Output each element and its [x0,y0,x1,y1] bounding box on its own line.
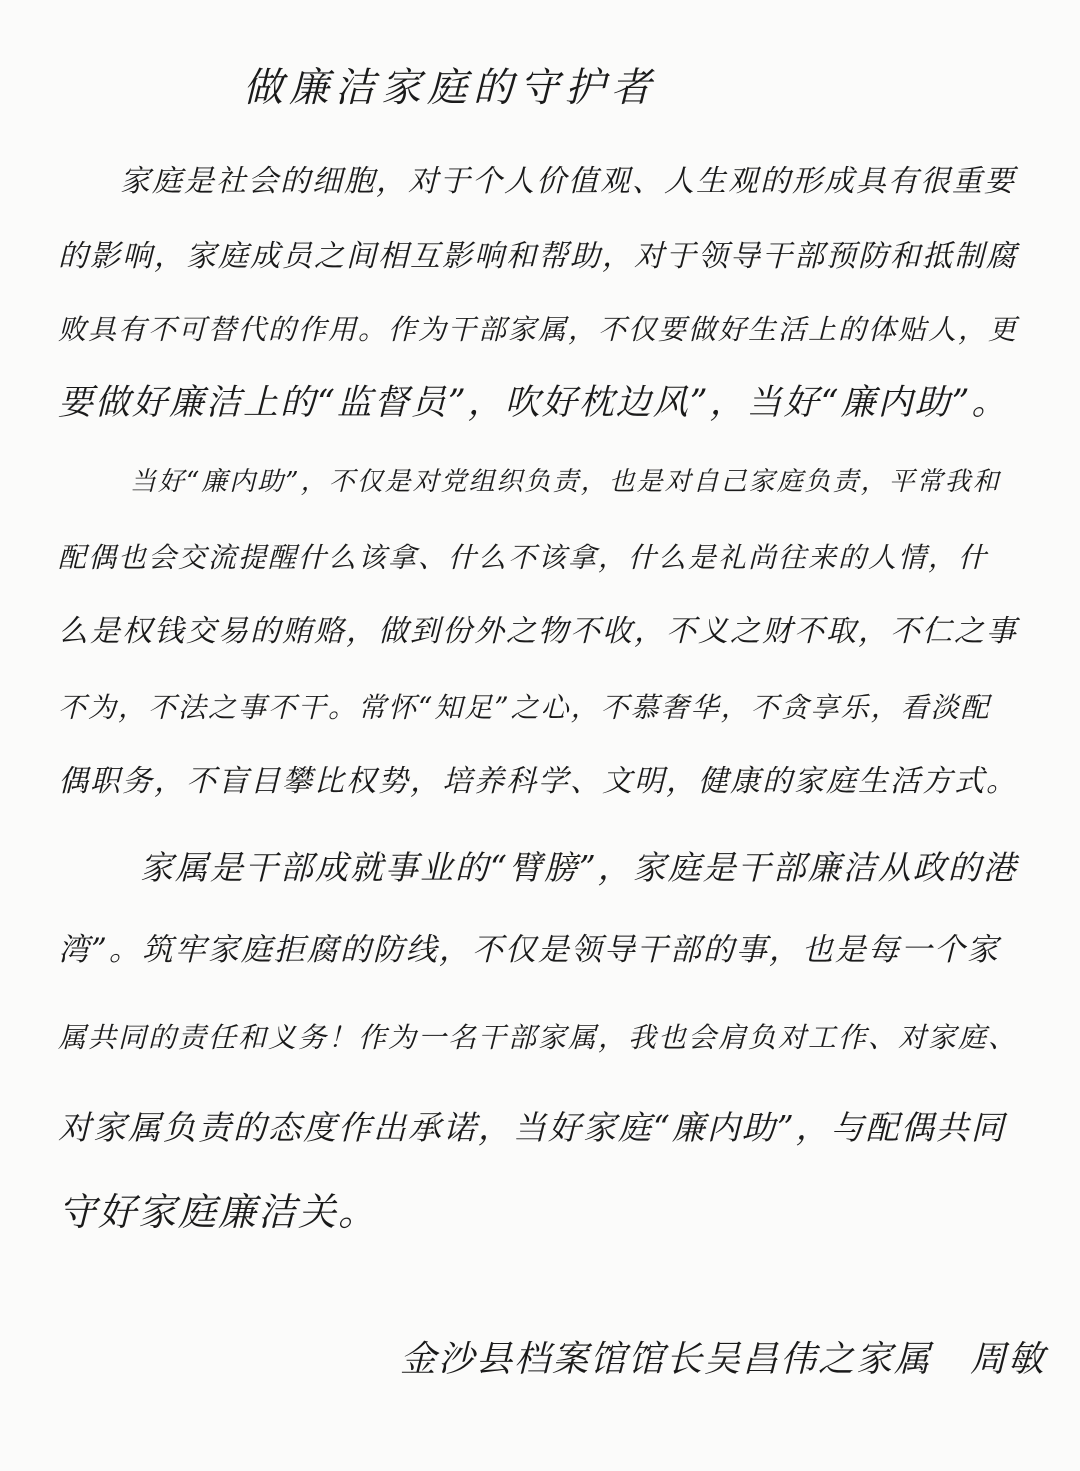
letter-line-4: 要做好廉洁上的“监督员”，吹好枕边风”，当好“廉内助”。 [58,383,1009,423]
letter-line-2: 的影响，家庭成员之间相互影响和帮助，对于领导干部预防和抵制腐 [58,239,1018,274]
letter-line-7: 么是权钱交易的贿赂，做到份外之物不收，不义之财不取，不仁之事 [58,614,1018,649]
letter-line-1: 家庭是社会的细胞，对于个人价值观、人生观的形成具有很重要 [120,164,1016,199]
letter-line-5: 当好“廉内助”，不仅是对党组织负责，也是对自己家庭负责，平常我和 [130,467,1001,497]
letter-line-11: 湾”。筑牢家庭拒腐的防线，不仅是领导干部的事，也是每一个家 [58,932,1000,968]
letter-line-8: 不为，不法之事不干。常怀“知足”之心，不慕奢华，不贪享乐，看淡配 [58,691,991,724]
letter-line-6: 配偶也会交流提醒什么该拿、什么不该拿，什么是礼尚往来的人情，什 [58,541,989,574]
signature: 金沙县档案馆馆长吴昌伟之家属 周敏 [400,1339,1047,1380]
letter-line-12: 属共同的责任和义务！作为一名干部家属，我也会肩负对工作、对家庭、 [58,1021,1019,1054]
letter-line-9: 偶职务，不盲目攀比权势，培养科学、文明，健康的家庭生活方式。 [58,764,1018,799]
letter-title: 做廉洁家庭的守护者 [243,65,657,111]
letter-line-3: 败具有不可替代的作用。作为干部家属，不仅要做好生活上的体贴人，更 [58,313,1019,346]
letter-line-10: 家属是干部成就事业的“臂膀”，家庭是干部廉洁从政的港 [140,848,1018,887]
letter-line-13: 对家属负责的态度作出承诺，当好家庭“廉内助”，与配偶共同 [58,1108,1006,1147]
letter-line-14: 守好家庭廉洁关。 [58,1190,379,1234]
